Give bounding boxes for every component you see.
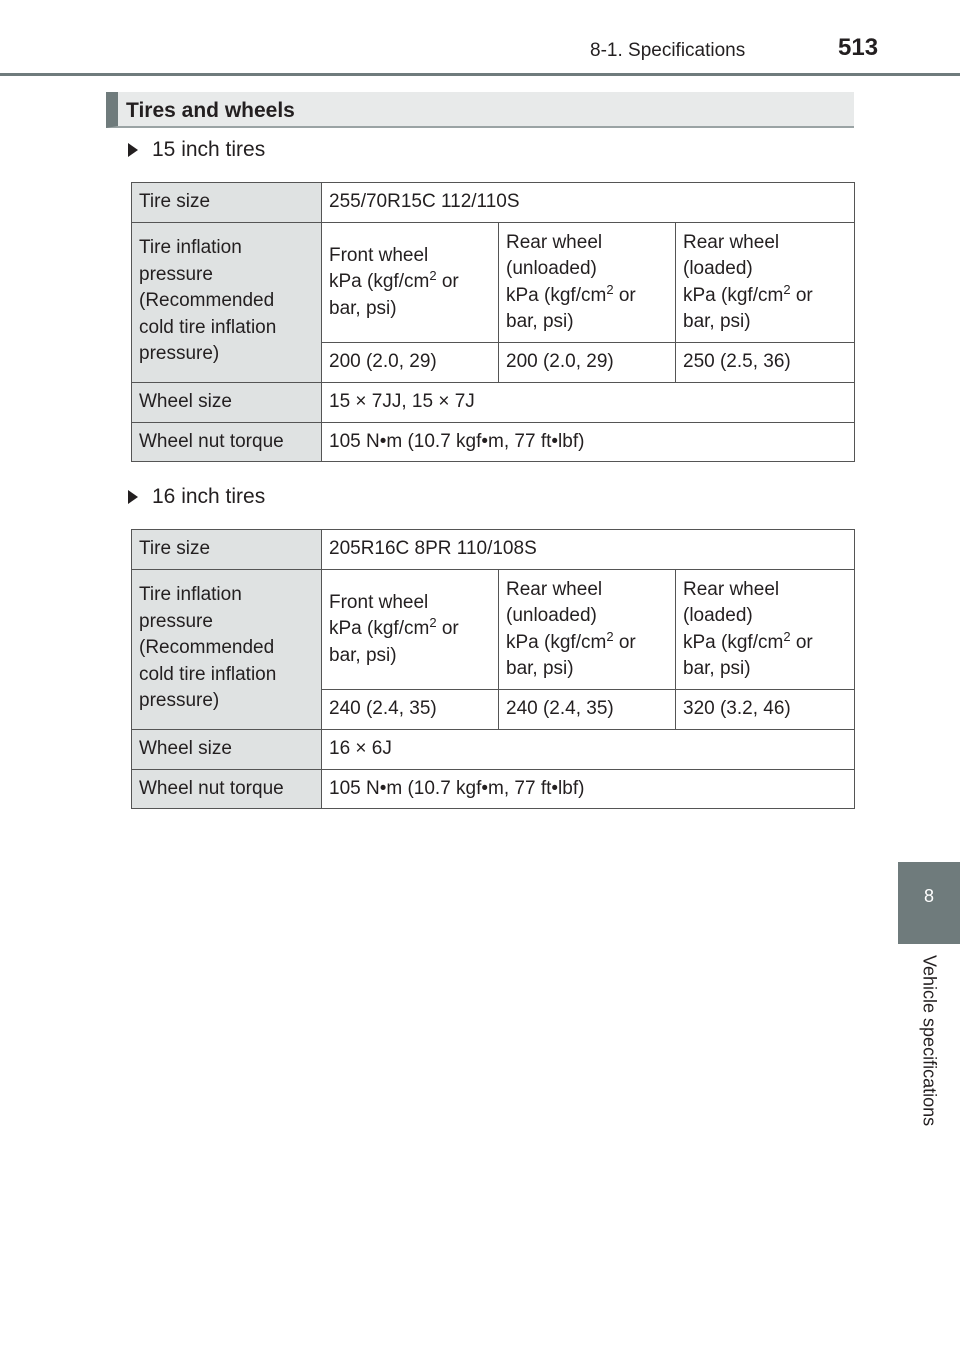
subheading-16-inch bbox=[128, 485, 265, 509]
table-row bbox=[132, 530, 855, 570]
section-title-bar bbox=[106, 92, 854, 128]
tire-size-label: Tire size bbox=[132, 183, 322, 223]
subheading-text: 16 inch tires bbox=[152, 485, 266, 508]
wheel-size-value: 16 × 6J bbox=[322, 729, 855, 769]
table-row bbox=[132, 183, 855, 223]
table-row bbox=[132, 223, 855, 343]
chapter-tab-label: Vehicle specifications bbox=[919, 955, 940, 1127]
rear-wheel-unloaded-header: Rear wheel (unloaded) kPa ($kgf/cm^2$ or bar, psi) bbox=[499, 223, 676, 343]
spec-table-15-inch bbox=[131, 182, 855, 462]
rear-wheel-loaded-pressure: 320 (3.2, 46) bbox=[676, 690, 855, 730]
triangle-bullet-icon bbox=[128, 143, 138, 157]
table-row bbox=[132, 382, 855, 422]
rear-wheel-unloaded-pressure: 240 (2.4, 35) bbox=[499, 690, 676, 730]
rear-wheel-unloaded-header: Rear wheel (unloaded) kPa ($kgf/cm^2$ or bar, psi) bbox=[499, 570, 676, 690]
tire-size-value: 205R16C 8PR 110/108S bbox=[322, 530, 855, 570]
table-row bbox=[132, 729, 855, 769]
chapter-tab-number: 8 bbox=[923, 886, 934, 906]
wheel-nut-torque-value: 105 N•m (10.7 kgf•m, 77 ft•lbf) bbox=[322, 769, 855, 809]
inflation-pressure-label: Tire inflation pressure (Recommended cold tire inflation pressure) bbox=[132, 223, 322, 383]
section-title: Tires and wheels bbox=[126, 99, 295, 122]
inflation-pressure-label: Tire inflation pressure (Recommended cold tire inflation pressure) bbox=[132, 570, 322, 730]
table-row bbox=[132, 769, 855, 809]
wheel-size-label: Wheel size bbox=[132, 729, 322, 769]
wheel-nut-torque-label: Wheel nut torque bbox=[132, 769, 322, 809]
tire-size-value: 255/70R15C 112/110S bbox=[322, 183, 855, 223]
front-wheel-pressure: 200 (2.0, 29) bbox=[322, 343, 499, 383]
front-wheel-header: Front wheel kPa ($kgf/cm^2$ or bar, psi) bbox=[322, 570, 499, 690]
rear-wheel-unloaded-pressure: 200 (2.0, 29) bbox=[499, 343, 676, 383]
subheading-15-inch bbox=[128, 138, 265, 162]
header-rule bbox=[0, 73, 960, 76]
wheel-nut-torque-label: Wheel nut torque bbox=[132, 422, 322, 462]
tire-size-label: Tire size bbox=[132, 530, 322, 570]
spec-table-16-inch bbox=[131, 529, 855, 809]
running-header: 8-1. Specifications bbox=[590, 40, 746, 61]
front-wheel-header: Front wheel kPa ($kgf/cm^2$ or bar, psi) bbox=[322, 223, 499, 343]
wheel-size-value: 15 × 7JJ, 15 × 7J bbox=[322, 382, 855, 422]
page-number: 513 bbox=[838, 34, 879, 61]
wheel-size-label: Wheel size bbox=[132, 382, 322, 422]
rear-wheel-loaded-header: Rear wheel (loaded) kPa ($kgf/cm^2$ or bar, psi) bbox=[676, 570, 855, 690]
subheading-text: 15 inch tires bbox=[152, 138, 266, 161]
table-row bbox=[132, 422, 855, 462]
rear-wheel-loaded-header: Rear wheel (loaded) kPa ($kgf/cm^2$ or bar, psi) bbox=[676, 223, 855, 343]
front-wheel-pressure: 240 (2.4, 35) bbox=[322, 690, 499, 730]
rear-wheel-loaded-pressure: 250 (2.5, 36) bbox=[676, 343, 855, 383]
wheel-nut-torque-value: 105 N•m (10.7 kgf•m, 77 ft•lbf) bbox=[322, 422, 855, 462]
table-row bbox=[132, 570, 855, 690]
triangle-bullet-icon bbox=[128, 490, 138, 504]
